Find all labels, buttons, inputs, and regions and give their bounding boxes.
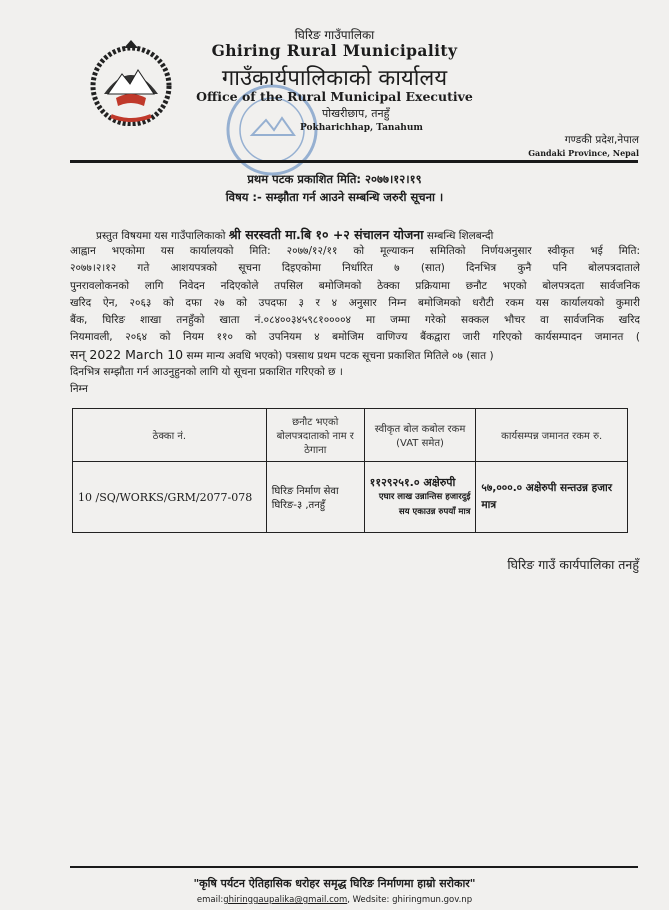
body-line: निम्न [70,382,88,395]
table-header-row [73,409,628,462]
amount-in-words: एघार लाख उन्नान्तिस हजारदुई सय एकाउन्न रुपयाँ मात्र [378,491,471,517]
body-line: २०७७।२।१२ गते आशयपत्रको सूचना दिइएकोमा निर्धारित ७ (सात) दिनभित्र कुनै पनि बोलपत्रदाताले [70,262,640,275]
approved-bid-amount: ११२९२५१.० अक्षेरुपी एघार लाख उन्नान्तिस हजारदुई सय एकाउन्न रुपयाँ मात्र [364,462,476,533]
contract-number: 10 /SQ/WORKS/GRM/2077-078 [73,462,267,533]
municipality-name-nepali: घिरिङ गाउँपालिका [294,28,375,42]
address-nepali: पोखरीछाप, तनहुँ [322,107,390,120]
office-name-nepali: गाउँकार्यपालिकाको कार्यालय [221,66,448,91]
body-line: सन् 2022 March 10 सम्म मान्य अवधि भएको) पत्रसाथ प्रथम पटक सूचना प्रकाशित मितिले ०७ (सात ) [70,347,494,363]
body-line: खरिद ऐन, २०६३ को दफा २७ को उपदफा ३ र ४ अनुसार निम्न बमोजिमको धरौटी रकम यस कार्यालयको कुमारी [70,296,640,309]
province-english: Gandaki Province, Nepal [528,148,639,158]
office-name-english: Office of the Rural Municipal Executive [196,89,473,104]
project-name: श्री सरस्वती मा.बि १० +२ संचालन योजना [228,227,424,242]
notice-subject: विषय :- सम्झौता गर्न आउने सम्बन्धि जरुरी सूचना । [225,190,444,204]
publish-date-line: प्रथम पटक प्रकाशित मिति: २०७७।१२।१९ [247,172,422,186]
column-header: ठेक्का नं. [73,409,267,462]
column-header: स्वीकृत बोल कबोल रकम (VAT समेत) [364,409,476,462]
email-link[interactable]: ghiringgaupalika@gmail.com [223,895,348,905]
municipality-name-english: Ghiring Rural Municipality [211,41,458,60]
bidder-name-address: घिरिङ निर्माण सेवा घिरिङ-३ ,तनहुँ [266,462,364,533]
column-header: कार्यसम्पन्न जमानत रकम रु. [476,409,628,462]
signatory: घिरिङ गाउँ कार्यपालिका तनहुँ [507,557,639,572]
body-line: दिनभित्र सम्झौता गर्न आउनुहुनको लागि यो सूचना प्रकाशित गरिएको छ । [70,365,343,378]
contract-table [72,408,628,533]
body-line: बैंक, घिरिङ शाखा तनहुँको खाता नं.०८४००३४५९८१००००४ मा जम्मा गरेको सक्कल भौचर वा सार्वजनिक खरिद [70,313,640,326]
header-divider [70,160,638,163]
column-header: छनौट भएको बोलपत्रदाताको नाम र ठेगाना [266,409,364,462]
footer-slogan: "कृषि पर्यटन ऐतिहासिक धरोहर समृद्ध घिरिङ निर्माणमा हाम्रो सरोकार" [193,877,476,890]
footer-divider [70,866,638,868]
notice-body [70,226,640,398]
performance-security-amount: ५७,०००.० अक्षेरुपी सन्तउन्न हजार मात्र [476,462,628,533]
website-text: , Wedsite: ghiringmun.gov.np [347,895,473,905]
province-nepali: गण्डकी प्रदेश,नेपाल [564,134,639,146]
validity-date: सन् 2022 March 10 [70,347,184,363]
table-row [73,462,628,533]
address-english: Pokharichhap, Tanahum [300,123,423,133]
body-line: प्रस्तुत विषयमा यस गाउँपालिकाको श्री सरस्वती मा.बि १० +२ संचालन योजना सम्बन्धि शिलबन्दी [96,227,494,242]
body-line: आह्वान भएकोमा यस कार्यालयको मिति: २०७७/१२/११ को मूल्याकन समितिको निर्णयअनुसार स्वीकृत भई मिति: [70,245,640,258]
footer-contact: email:ghiringgaupalika@gmail.com, Wedsite: ghiringmun.gov.np [196,895,473,905]
body-line: नियमावली, २०६४ को नियम ११० को उपनियम ४ बमोजिम वाणिज्य बैंकद्वारा जारी गरिएको कार्यसम्पादन जमानत ( [70,331,640,344]
body-line: पुनरावलोकनको लागि निवेदन नदिएकोले तपसिल बमोजिमको ठेक्का प्रक्रियामा छनौट भएको बोलपत्रदता सार्वजनिक [70,279,640,292]
